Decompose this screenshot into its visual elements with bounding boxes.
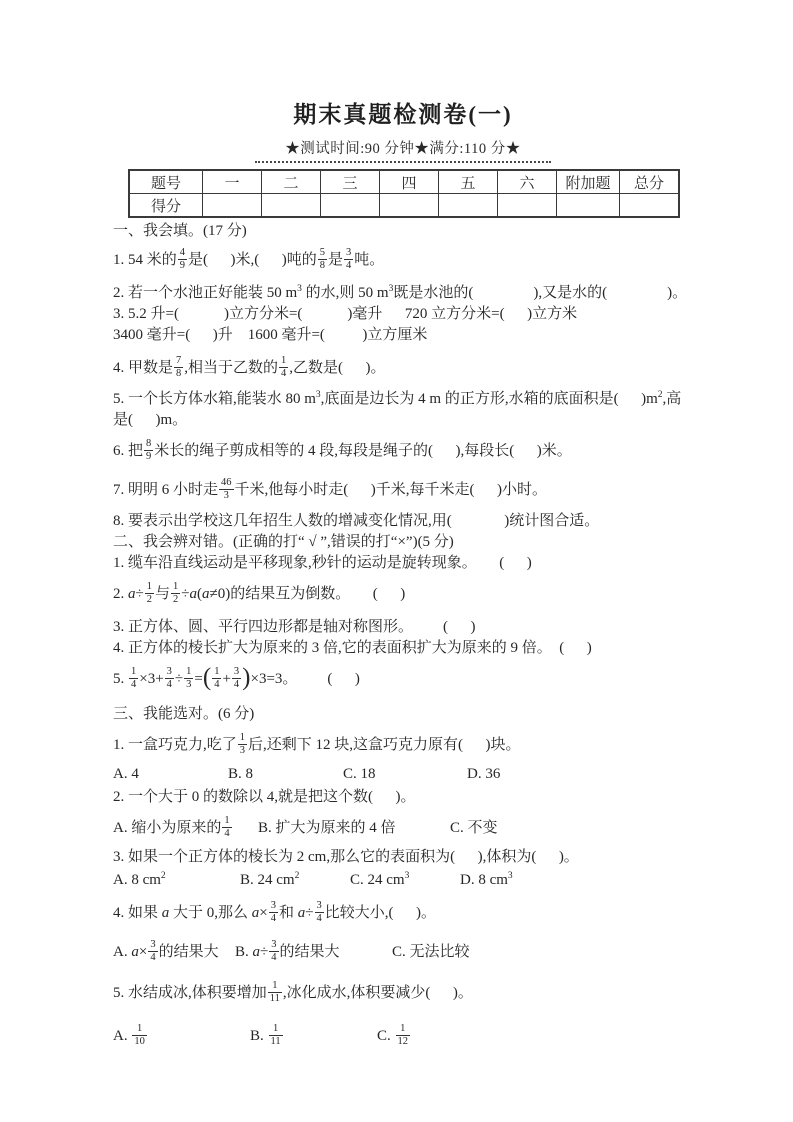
score-row-label: 得分	[129, 194, 203, 218]
superscript: 3	[507, 871, 513, 882]
choice-option: B. a÷ $\frac{3}{4}$ 的结果大	[235, 939, 340, 964]
fraction: $\frac{1}{3}$	[186, 666, 192, 691]
fraction: $\frac{1}{10}$	[134, 1023, 145, 1048]
fraction: $\frac{1}{4}$	[224, 815, 230, 840]
superscript: 2	[657, 390, 663, 400]
s1-question-7: 7. 明明 6 小时走 $\frac{46}{3}$ 千米,他每小时走( )千米,每千米走( )小时。	[113, 477, 547, 502]
subtitle-row	[113, 137, 693, 163]
score-cell	[439, 194, 498, 218]
variable: a	[161, 905, 170, 922]
s2-question-1: 1. 缆车沿直线运动是平移现象,秒针的运动是旋转现象。 ( )	[113, 555, 532, 571]
choice-option: A. a× $\frac{3}{4}$ 的结果大	[113, 939, 219, 964]
fraction: $\frac{1}{4}$	[214, 666, 220, 691]
s3-question-2-options	[113, 812, 693, 845]
superscript: 3	[388, 284, 394, 294]
section3-heading: 三、我能选对。(6 分)	[113, 706, 255, 722]
fraction: $\frac{1}{11}$	[270, 1023, 281, 1048]
fraction: $\frac{3}{4}$	[271, 939, 277, 964]
superscript: 3	[315, 390, 321, 400]
s1-question-8: 8. 要表示出学校这几年招生人数的增减变化情况,用( )统计图合适。	[113, 513, 600, 529]
s3-question-1-options	[113, 764, 693, 785]
variable: a	[128, 586, 136, 602]
score-cell	[262, 194, 321, 218]
s2-question-3: 3. 正方体、圆、平行四边形都是轴对称图形。 ( )	[113, 619, 476, 635]
superscript: 3	[404, 871, 410, 882]
s3-question-1: 1. 一盒巧克力,吃了 $\frac{1}{3}$ 后,还剩下 12 块,这盒巧克力原有( )块。	[113, 732, 521, 757]
fraction: $\frac{8}{9}$	[146, 438, 152, 463]
page-title: 期末真题检测卷(一)	[293, 102, 513, 127]
fraction: $\frac{1}{12}$	[397, 1023, 409, 1048]
s3-question-2: 2. 一个大于 0 的数除以 4,就是把这个数( )。	[113, 789, 416, 806]
score-cell	[620, 194, 680, 218]
score-table-header-cell: 五	[439, 170, 498, 194]
variable: a	[252, 944, 261, 961]
fraction: $\frac{1}{2}$	[146, 581, 152, 606]
choice-option: B. 8	[228, 766, 254, 783]
s1-question-5-line1: 5. 一个长方体水箱,能装水 80 $m^3$,底面是边长为 4 m 的正方形,水箱的底面积是( )$m^2$,高	[113, 390, 682, 407]
fraction: $\frac{3}{4}$	[270, 900, 276, 925]
score-table-header-cell: 附加题	[557, 170, 620, 194]
fraction: $\frac{46}{3}$	[221, 477, 232, 502]
choice-option: A. 缩小为原来的 $\frac{1}{4}$	[113, 815, 230, 840]
superscript: 3	[297, 284, 302, 294]
score-cell	[321, 194, 380, 218]
s3-question-3-options	[113, 870, 693, 891]
fraction: $\frac{3}{4}$	[346, 247, 352, 272]
score-cell	[498, 194, 557, 218]
score-table-header-cell: 一	[203, 170, 262, 194]
score-table	[128, 169, 680, 218]
s2-question-5: 5. $\frac{1}{4}$ ×3+ $\frac{3}{4}$ ÷ $\frac{1}{3}$ =( $\frac{1}{4}$ + $\frac{3}{4}$ )×3=3。 ( )	[113, 663, 360, 691]
s2-question-2: 2. a÷ $\frac{1}{2}$ 与 $\frac{1}{2}$ ÷a(a≠0)的结果互为倒数。 ( )	[113, 581, 406, 606]
choice-option: A. 4	[113, 766, 139, 783]
superscript: 2	[294, 871, 300, 882]
s3-question-4-options	[113, 936, 693, 969]
s1-question-3-line2: 3400 毫升=( )升 1600 毫升=( )立方厘米	[113, 327, 428, 343]
choice-option: C. $\frac{1}{12}$	[377, 1023, 409, 1048]
fraction: $\frac{1}{11}$	[269, 980, 280, 1005]
fraction: $\frac{3}{4}$	[150, 939, 156, 964]
choice-option: B. 24 $cm^2$	[240, 871, 300, 889]
exam-info-banner: ★测试时间:90 分钟★满分:110 分★	[255, 137, 551, 163]
score-table-header-row	[129, 170, 679, 194]
fraction: $\frac{7}{8}$	[176, 355, 182, 380]
score-cell	[557, 194, 620, 218]
score-table-header-cell: 二	[262, 170, 321, 194]
superscript: 2	[160, 871, 166, 882]
choice-option: C. 24 $cm^3$	[350, 871, 410, 889]
score-table-header-cell: 三	[321, 170, 380, 194]
variable: a	[201, 586, 210, 602]
s3-question-4: 4. 如果 a 大于 0,那么 a× $\frac{3}{4}$ 和 a÷ $\frac{3}{4}$ 比较大小,( )。	[113, 900, 436, 925]
big-paren: (	[202, 663, 212, 691]
s1-question-5-line2: 是( )m。	[113, 412, 188, 428]
s1-question-2: 2. 若一个水池正好能装 50 $m^3$ 的水,则 50 $m^3$既是水池的( ),又是水的( )。	[113, 284, 688, 301]
score-table-score-row	[129, 194, 679, 218]
fraction: $\frac{3}{4}$	[233, 666, 240, 691]
choice-option: C. 无法比较	[392, 944, 470, 961]
score-cell	[203, 194, 262, 218]
variable: a	[251, 905, 260, 922]
s1-question-6: 6. 把 $\frac{8}{9}$ 米长的绳子剪成相等的 4 段,每段是绳子的( ),每段长( )米。	[113, 438, 572, 463]
variable: a	[189, 586, 197, 602]
fraction: $\frac{1}{2}$	[173, 581, 179, 606]
fraction: $\frac{3}{4}$	[316, 900, 322, 925]
choice-option: C. 不变	[450, 820, 498, 837]
fraction: $\frac{3}{4}$	[166, 666, 172, 691]
choice-option: C. 18	[343, 766, 376, 783]
choice-option: B. 扩大为原来的 4 倍	[258, 820, 396, 837]
fraction: $\frac{1}{3}$	[239, 732, 246, 757]
big-paren: )	[242, 663, 251, 691]
choice-option: A. 8 $cm^2$	[113, 871, 166, 889]
choice-option: D. 36	[467, 766, 501, 783]
fraction: $\frac{1}{4}$	[131, 666, 137, 691]
s1-question-4: 4. 甲数是 $\frac{7}{8}$ ,相当于乙数的 $\frac{1}{4}$ ,乙数是( )。	[113, 355, 386, 380]
fraction: $\frac{4}{9}$	[179, 247, 186, 272]
s3-question-5-options	[113, 1020, 693, 1053]
s1-question-1: 1. 54 米的 $\frac{4}{9}$ 是( )米,( )吨的 $\frac{5}{8}$ 是 $\frac{3}{4}$ 吨。	[113, 247, 385, 272]
fraction: $\frac{1}{4}$	[281, 355, 287, 380]
choice-option: B. $\frac{1}{11}$	[250, 1023, 281, 1048]
section1-heading: 一、我会填。(17 分)	[113, 223, 247, 239]
score-table-header-cell: 六	[498, 170, 557, 194]
s3-question-3: 3. 如果一个正方体的棱长为 2 cm,那么它的表面积为( ),体积为( )。	[113, 849, 579, 866]
score-table-header-cell: 题号	[129, 170, 203, 194]
choice-option: D. 8 $cm^3$	[460, 871, 513, 889]
score-table-header-cell: 总分	[620, 170, 680, 194]
s1-question-3-line1: 3. 5.2 升=( )立方分米=( )毫升 720 立方分米=( )立方米	[113, 306, 578, 322]
variable: a	[297, 905, 306, 922]
choice-option: A. $\frac{1}{10}$	[113, 1023, 145, 1048]
score-table-header-cell: 四	[380, 170, 439, 194]
section2-heading: 二、我会辨对错。(正确的打“ √ ”,错误的打“×”)(5 分)	[113, 534, 454, 550]
fraction: $\frac{5}{8}$	[319, 247, 325, 272]
score-cell	[380, 194, 439, 218]
variable: a	[131, 944, 139, 961]
s2-question-4: 4. 正方体的棱长扩大为原来的 3 倍,它的表面积扩大为原来的 9 倍。 ( )	[113, 640, 592, 656]
s3-question-5: 5. 水结成冰,体积要增加 $\frac{1}{11}$ ,冰化成水,体积要减少( )。	[113, 980, 473, 1005]
